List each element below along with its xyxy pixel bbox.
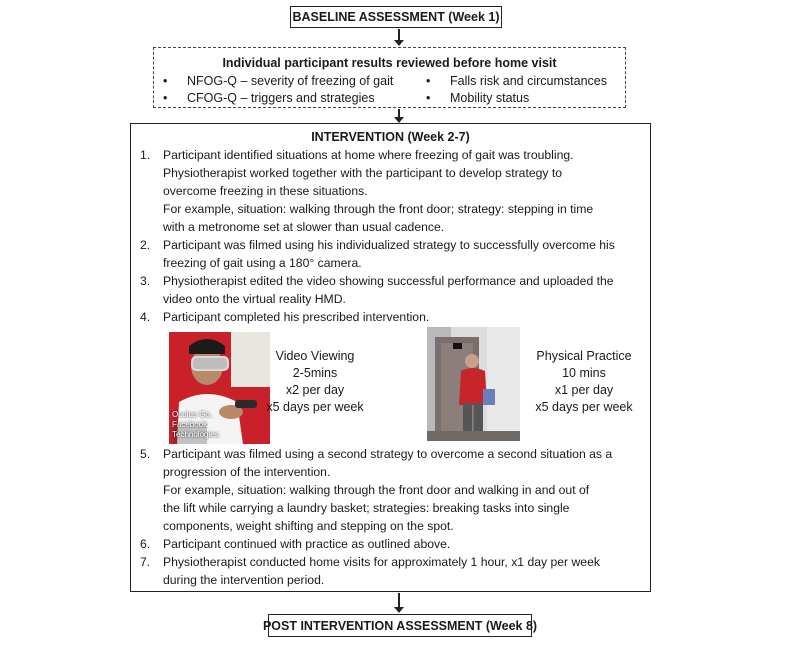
step-5-line: the lift while carrying a laundry basket; strategies: breaking tasks into single — [163, 501, 570, 515]
physical-practice-illustration — [427, 327, 520, 441]
photo-watermark: Oculus Go, — [172, 410, 213, 419]
bullet: • — [163, 91, 168, 105]
baseline-title: BASELINE ASSESSMENT (Week 1) — [292, 10, 500, 24]
step-1-line: overcome freezing in these situations. — [163, 184, 368, 198]
intervention-box — [130, 123, 651, 592]
step-7-line: during the intervention period. — [163, 573, 325, 587]
review-item-text: Falls risk and circumstances — [450, 74, 607, 88]
participant-review-box — [153, 47, 626, 108]
post-title: POST INTERVENTION ASSESSMENT (Week 8) — [262, 618, 538, 633]
post-intervention-assessment-box — [262, 614, 538, 637]
step-number: 2. — [140, 238, 151, 252]
step-7-line: Physiotherapist conducted home visits for approximately 1 hour, x1 day per week — [163, 555, 600, 569]
step-6-line: Participant continued with practice as outlined above. — [163, 537, 451, 551]
physical-practice-frequency: x1 per day — [554, 383, 614, 397]
step-5-line: Participant was filmed using a second strategy to overcome a second situation as a — [163, 447, 613, 461]
step-1-line: with a metronome set at slower than usual cadence. — [163, 220, 445, 234]
step-number: 5. — [140, 447, 151, 461]
photo-watermark: Facebook — [172, 420, 208, 429]
step-5-line: progression of the intervention. — [163, 465, 331, 479]
video-viewing-label: Video Viewing — [275, 349, 355, 363]
photo-watermark: Technologies — [172, 430, 219, 439]
physical-practice-label: Physical Practice — [536, 349, 632, 363]
step-number: 4. — [140, 310, 151, 324]
step-3-line: video onto the virtual reality HMD. — [163, 292, 346, 306]
step-5-line: components, weight shifting and stepping on the spot. — [163, 519, 454, 533]
step-number: 7. — [140, 555, 151, 569]
physical-practice-days: x5 days per week — [535, 400, 633, 414]
step-number: 1. — [140, 148, 151, 162]
baseline-assessment-box — [290, 6, 502, 28]
review-item-text: Mobility status — [450, 91, 530, 105]
bullet: • — [426, 91, 431, 105]
physical-practice-photo — [427, 327, 520, 441]
step-2-line: Participant was filmed using his individualized strategy to successfully overcome his — [163, 238, 615, 252]
review-item-text: CFOG-Q – triggers and strategies — [187, 91, 375, 105]
arrow-intervention-to-post — [398, 593, 400, 608]
step-1-line: For example, situation: walking through the front door; strategy: stepping in time — [163, 202, 594, 216]
step-2-line: freezing of gait using a 180° camera. — [163, 256, 362, 270]
physical-practice-duration: 10 mins — [562, 366, 606, 380]
step-1-line: Participant identified situations at home where freezing of gait was troubling. — [163, 148, 574, 162]
video-viewing-days: x5 days per week — [266, 400, 364, 414]
bullet: • — [426, 74, 431, 88]
video-viewing-frequency: x2 per day — [285, 383, 345, 397]
bullet: • — [163, 74, 168, 88]
step-number: 3. — [140, 274, 151, 288]
review-title: Individual participant results reviewed before home visit — [222, 56, 557, 70]
step-4-line: Participant completed his prescribed intervention. — [163, 310, 430, 324]
step-5-line: For example, situation: walking through the front door and walking in and out of — [163, 483, 590, 497]
step-1-line: Physiotherapist worked together with the participant to develop strategy to — [163, 166, 563, 180]
video-viewing-duration: 2-5mins — [292, 366, 338, 380]
arrow-review-to-intervention — [398, 109, 400, 118]
arrow-baseline-to-review — [398, 29, 400, 41]
review-item-text: NFOG-Q – severity of freezing of gait — [187, 74, 394, 88]
step-number: 6. — [140, 537, 151, 551]
step-3-line: Physiotherapist edited the video showing successful performance and uploaded the — [163, 274, 614, 288]
intervention-title: INTERVENTION (Week 2-7) — [311, 130, 470, 144]
